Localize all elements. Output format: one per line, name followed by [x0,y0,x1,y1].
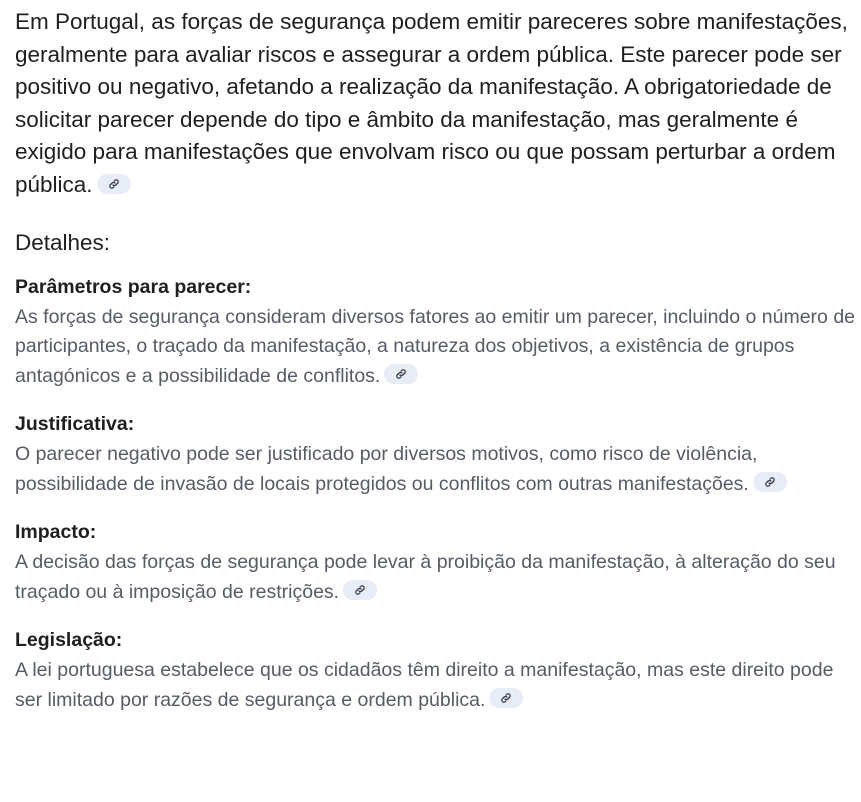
source-link-button[interactable] [97,174,131,194]
response-content [15,6,861,715]
intro-paragraph [15,6,850,202]
item-text-content: O parecer negativo pode ser justificado por diversos motivos, como risco de violência, possibilidade de invasão de locais protegidos ou conflitos com outras manifestações. [15,443,758,495]
item-text-parametros [15,303,861,392]
link-icon [764,476,776,488]
source-link-button[interactable] [489,688,523,708]
link-icon [354,584,366,596]
item-title-impacto: Impacto: [15,521,97,544]
item-title-justificativa: Justificativa: [15,413,135,436]
source-link-button[interactable] [753,472,787,492]
intro-text: Em Portugal, as forças de segurança podem emitir pareceres sobre manifestações, geralmente para avaliar riscos e assegurar a ordem pública. Este parecer pode ser positivo ou negativo, afetando a realização da manifestação. A obrigatoriedade de solicitar parecer depende do tipo e âmbito da manifestação, mas geralmente é exigido para manifestações que envolvam risco ou que possam perturbar a ordem pública. [15,9,848,197]
item-text-legislacao [15,656,861,715]
item-text-content: A lei portuguesa estabelece que os cidadãos têm direito a manifestação, mas este direito pode ser limitado por razões de segurança e ordem pública. [15,659,834,711]
link-icon [500,692,512,704]
item-text-justificativa [15,440,861,499]
details-heading: Detalhes: [15,229,111,255]
item-text-impacto [15,548,861,607]
item-text-content: As forças de segurança consideram diversos fatores ao emitir um parecer, incluindo o número de participantes, o traçado da manifestação, a natureza dos objetivos, a existência de grupos antagónicos e a possibilidade de conflitos. [15,305,856,387]
item-title-parametros: Parâmetros para parecer: [15,275,252,298]
item-title-legislacao: Legislação: [15,629,123,652]
link-icon [395,368,407,380]
item-text-content: A decisão das forças de segurança pode levar à proibição da manifestação, à alteração do seu traçado ou à imposição de restrições. [15,551,836,603]
link-icon [108,178,120,190]
source-link-button[interactable] [343,580,377,600]
source-link-button[interactable] [384,364,418,384]
